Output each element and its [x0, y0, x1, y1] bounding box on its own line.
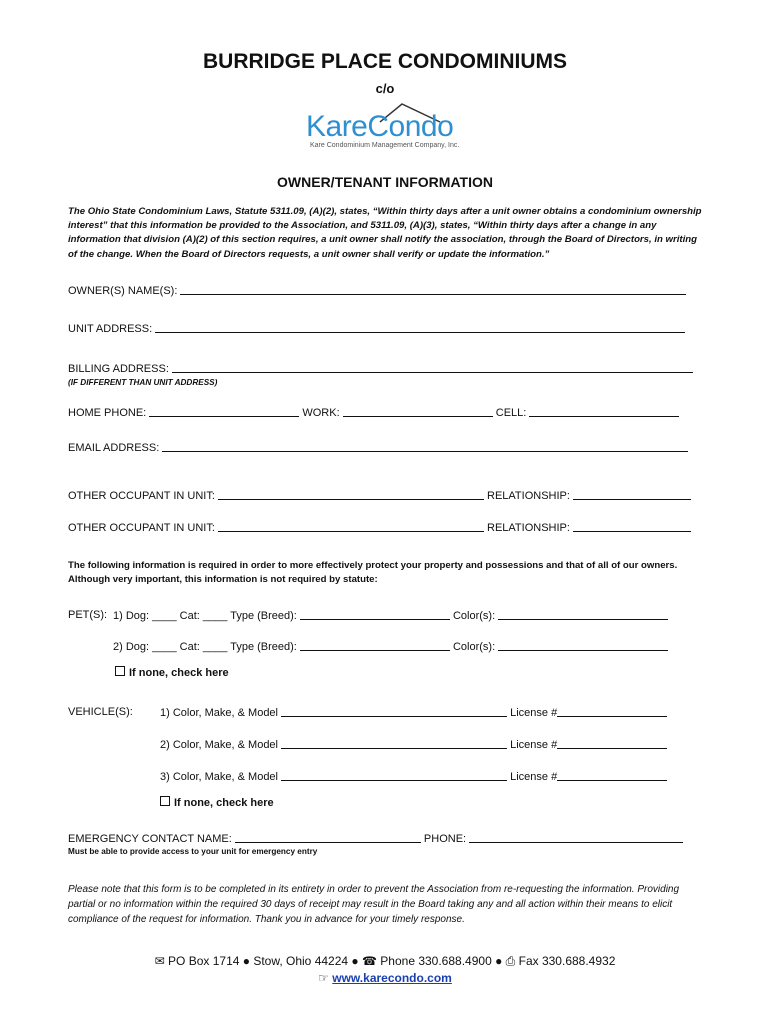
- owners-name-label: OWNER(S) NAME(S):: [68, 285, 178, 297]
- vehicles-none-checkbox[interactable]: [160, 796, 170, 806]
- vehicles-none-checkbox-row[interactable]: [160, 796, 274, 809]
- email-label: EMAIL ADDRESS:: [68, 442, 160, 454]
- cell-phone-field[interactable]: [529, 406, 679, 417]
- website-link[interactable]: www.karecondo.com: [332, 971, 452, 985]
- pet-1-color-label: Color(s):: [452, 610, 496, 622]
- vehicle-2-license-label: License #: [510, 739, 558, 751]
- document-title: BURRIDGE PLACE CONDOMINIUMS: [202, 50, 567, 73]
- footer-fax: Fax 330.688.4932: [518, 954, 616, 968]
- vehicle-row-3: [160, 770, 667, 783]
- emergency-label: EMERGENCY CONTACT NAME:: [68, 833, 232, 845]
- pets-label: PET(S):: [68, 609, 108, 621]
- occupant-field[interactable]: [218, 521, 484, 532]
- vehicle-1-license-label: License #: [510, 707, 558, 719]
- home-phone-field[interactable]: [149, 406, 299, 417]
- vehicle-1-field[interactable]: [281, 706, 507, 717]
- pets-none-label: If none, check here: [129, 667, 229, 679]
- fax-icon: ⎙: [505, 954, 516, 968]
- pet-2-breed-field[interactable]: [300, 640, 450, 651]
- pet-row-1: [113, 609, 668, 622]
- occupant-label: OTHER OCCUPANT IN UNIT:: [68, 522, 215, 534]
- vehicle-row-2: [160, 738, 667, 751]
- vehicle-3-license-field[interactable]: [557, 770, 667, 781]
- unit-address-row: [68, 322, 685, 335]
- pets-none-checkbox-row[interactable]: [115, 666, 229, 679]
- karecondo-logo: [300, 100, 470, 155]
- owners-name-row: [68, 284, 686, 297]
- form-heading: OWNER/TENANT INFORMATION: [277, 174, 493, 190]
- unit-address-label: UNIT ADDRESS:: [68, 323, 153, 335]
- statute-intro: The Ohio State Condominium Laws, Statute 5311.09, (A)(2), states, “Within thirty days after a unit owner obtains a condominium ownership interest” that this information be provided to the Association, and 5311.09, (A)(3), states, “Within thirty days after a change in any information that division (A)(2) of this section requires, a unit owner shall notify the association, through the Board of Directors, in writing of the change. When the Board of Directors requests, a unit owner shall verify or update the information.”: [68, 206, 702, 260]
- pet-row-2: [113, 640, 668, 653]
- relationship-field[interactable]: [573, 489, 691, 500]
- envelope-icon: ✉: [154, 954, 165, 968]
- billing-address-field[interactable]: [172, 362, 693, 373]
- footer-address: PO Box 1714 ● Stow, Ohio 44224 ●: [168, 954, 359, 968]
- care-of-label: c/o: [375, 81, 395, 96]
- emergency-phone-label: PHONE:: [423, 833, 467, 845]
- pet-2-prefix: 2) Dog: ____ Cat: ____ Type (Breed):: [113, 641, 297, 653]
- email-field[interactable]: [162, 441, 688, 452]
- pet-1-color-field[interactable]: [498, 609, 668, 620]
- unit-address-field[interactable]: [155, 322, 685, 333]
- relationship-label: RELATIONSHIP:: [487, 490, 570, 502]
- relationship-label: RELATIONSHIP:: [487, 522, 570, 534]
- optional-intro: The following information is required in order to more effectively protect your property and possessions and that of all of our owners. Although very important, this information is not required by statute:: [68, 560, 678, 585]
- emergency-phone-field[interactable]: [469, 832, 683, 843]
- footer-contact: [0, 954, 770, 969]
- phone-icon: ☎: [362, 954, 377, 968]
- relationship-field[interactable]: [573, 521, 691, 532]
- occupant-row-2: [68, 521, 691, 534]
- billing-address-label: BILLING ADDRESS:: [68, 363, 169, 375]
- pet-2-color-label: Color(s):: [452, 641, 496, 653]
- vehicle-2-license-field[interactable]: [557, 738, 667, 749]
- occupant-field[interactable]: [218, 489, 484, 500]
- footer-phone: Phone 330.688.4900 ●: [380, 954, 503, 968]
- vehicle-3-field[interactable]: [281, 770, 507, 781]
- pet-1-breed-field[interactable]: [300, 609, 450, 620]
- vehicle-1-label: 1) Color, Make, & Model: [160, 707, 278, 719]
- pet-1-prefix: 1) Dog: ____ Cat: ____ Type (Breed):: [113, 610, 297, 622]
- emergency-row: [68, 832, 683, 845]
- work-label: WORK:: [302, 407, 340, 419]
- emergency-name-field[interactable]: [235, 832, 421, 843]
- cell-label: CELL:: [495, 407, 527, 419]
- vehicle-3-license-label: License #: [510, 771, 558, 783]
- vehicle-2-label: 2) Color, Make, & Model: [160, 739, 278, 751]
- occupant-row-1: [68, 489, 691, 502]
- pointer-icon: ☞: [318, 971, 329, 985]
- vehicle-row-1: [160, 706, 667, 719]
- logo-subtitle: Kare Condominium Management Company, Inc.: [310, 142, 460, 149]
- vehicles-none-label: If none, check here: [174, 797, 274, 809]
- logo-text: KareCondo: [306, 110, 454, 143]
- pets-none-checkbox[interactable]: [115, 666, 125, 676]
- closing-note: Please note that this form is to be completed in its entirety in order to prevent the Association from re-requesting the information. Providing partial or no information within the required 30 days of receipt may result in the Board taking any and all action within their means to elicit compliance of the request for information. Thank you in advance for your timely response.: [68, 884, 680, 926]
- vehicle-1-license-field[interactable]: [557, 706, 667, 717]
- billing-note: (IF DIFFERENT THAN UNIT ADDRESS): [68, 378, 218, 387]
- vehicles-label: VEHICLE(S):: [68, 706, 133, 718]
- owners-name-field[interactable]: [180, 284, 686, 295]
- home-phone-label: HOME PHONE:: [68, 407, 147, 419]
- vehicle-2-field[interactable]: [281, 738, 507, 749]
- billing-address-row: [68, 362, 693, 375]
- occupant-label: OTHER OCCUPANT IN UNIT:: [68, 490, 215, 502]
- phone-row: [68, 406, 679, 419]
- pet-2-color-field[interactable]: [498, 640, 668, 651]
- emergency-note: Must be able to provide access to your unit for emergency entry: [68, 847, 318, 856]
- work-phone-field[interactable]: [343, 406, 493, 417]
- footer-website-row: [0, 971, 770, 985]
- email-row: [68, 441, 688, 454]
- vehicle-3-label: 3) Color, Make, & Model: [160, 771, 278, 783]
